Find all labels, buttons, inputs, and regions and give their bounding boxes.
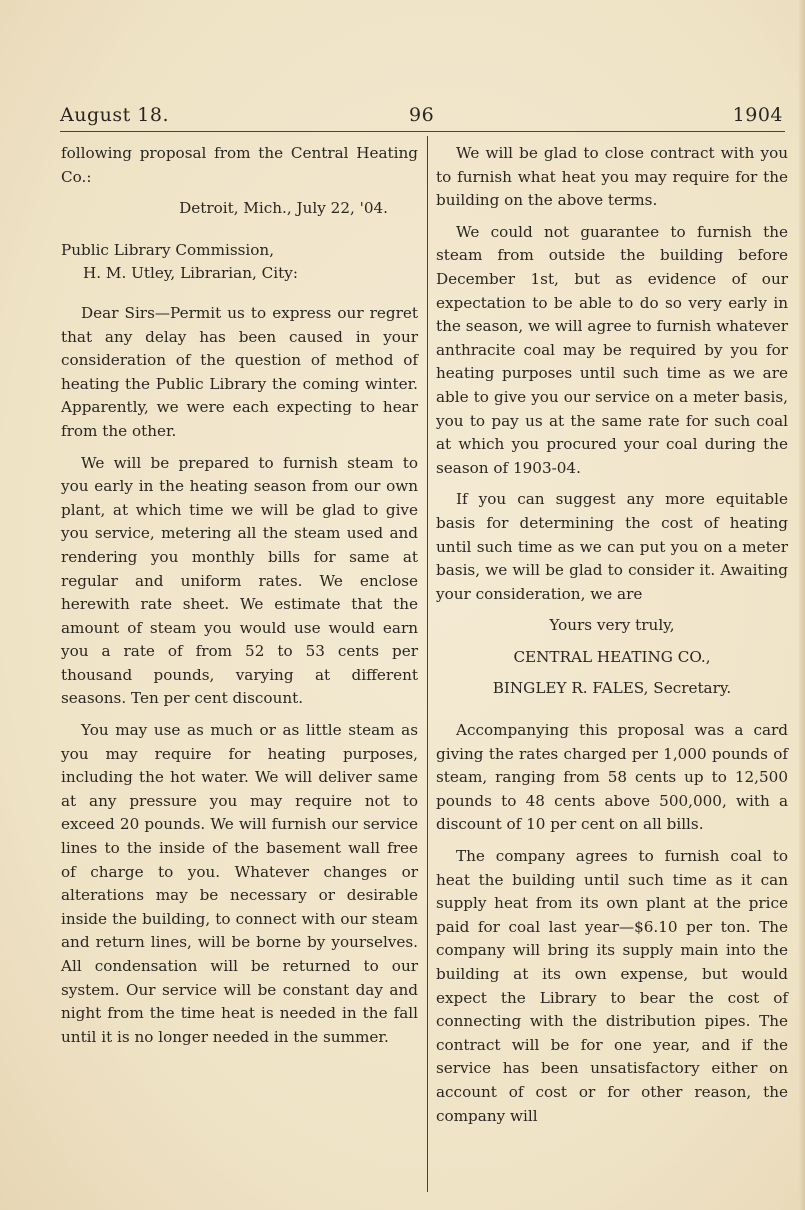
letter-addressee-line2: H. M. Utley, Librarian, City:: [83, 264, 298, 283]
header-year: 1904: [732, 104, 783, 126]
intro-paragraph: following proposal from the Central Heating Co.:: [61, 144, 418, 186]
page-edge: [799, 0, 805, 1210]
right-column: [436, 142, 788, 1136]
minutes-paragraph: The company agrees to furnish coal to heat the building until such time as it can supply heat from its own plant at the price paid for coal last year—$6.10 per ton. The company will bring its supply main into the building at its own expense, but would expect the Library to bear the cost of connecting with the distribution pipes. The contract will be for one year, and if the service has been unsatisfactory either on account of cost or for other reason, the company will: [436, 847, 788, 1125]
letter-place-date: Detroit, Mich., July 22, '04.: [179, 199, 388, 218]
header-page-number: 96: [409, 104, 435, 126]
letter-salutation-paragraph: Dear Sirs—Permit us to express our regret that any delay has been caused in your consideration of the question of method of heating the Public Library the coming winter. Apparently, we were each expecting to hear from the other.: [61, 303, 418, 440]
left-column: [61, 142, 418, 1057]
letter-paragraph: We will be prepared to furnish steam to you early in the heating season from our own plant, at which time we will be glad to give you service, metering all the steam used and rendering you monthly bills for same at regular and uniform rates. We enclose herewith rate sheet. We estimate that the amount of steam you would use would earn you a rate of from 52 to 53 cents per thousand pounds, varying at different seasons. Ten per cent discount.: [61, 453, 418, 708]
minutes-paragraph: Accompanying this proposal was a card giving the rates charged per 1,000 pounds of steam, ranging from 58 cents up to 12,500 pounds to 48 cents above 500,000, with a discount of 10 per cent on all bills.: [436, 721, 788, 834]
letter-paragraph: We will be glad to close contract with you to furnish what heat you may require for the building on the above terms.: [436, 144, 788, 210]
letter-company-signature: CENTRAL HEATING CO.,: [513, 647, 711, 666]
letter-paragraph: We could not guarantee to furnish the steam from outside the building before December 1st, but as evidence of our expectation to be able to do so very early in the season, we will agree to furnish whatever anthracite coal may be required by you for heating purposes until such time as we are able to give you our service on a meter basis, you to pay us at the same rate for such coal at which you procured your coal during the season of 1903-04.: [436, 222, 788, 477]
column-divider: [427, 136, 428, 1192]
letter-paragraph: You may use as much or as little steam as you may require for heating purposes, including the hot water. We will deliver same at any pressure you may require not to exceed 20 pounds. We will furnish our service lines to the inside of the basement wall free of charge to you. Whatever changes or alterations may be necessary or desirable inside the building, to connect with our steam and return lines, will be borne by yourselves. All condensation will be returned to our system. Our service will be constant day and night from the time heat is needed in the fall until it is no longer needed in the summer.: [61, 721, 418, 1046]
letter-signer: BINGLEY R. FALES, Secretary.: [492, 679, 732, 698]
letter-paragraph: If you can suggest any more equitable basis for determining the cost of heating until such time as we can put you on a meter basis, we will be glad to consider it. Awaiting your consideration, we are: [436, 490, 788, 603]
letter-closing: Yours very truly,: [549, 616, 675, 635]
header-rule: [60, 131, 785, 132]
header-date: August 18.: [60, 104, 169, 126]
letter-addressee: Public Library Commission,: [61, 240, 275, 259]
page-header: [60, 104, 783, 134]
